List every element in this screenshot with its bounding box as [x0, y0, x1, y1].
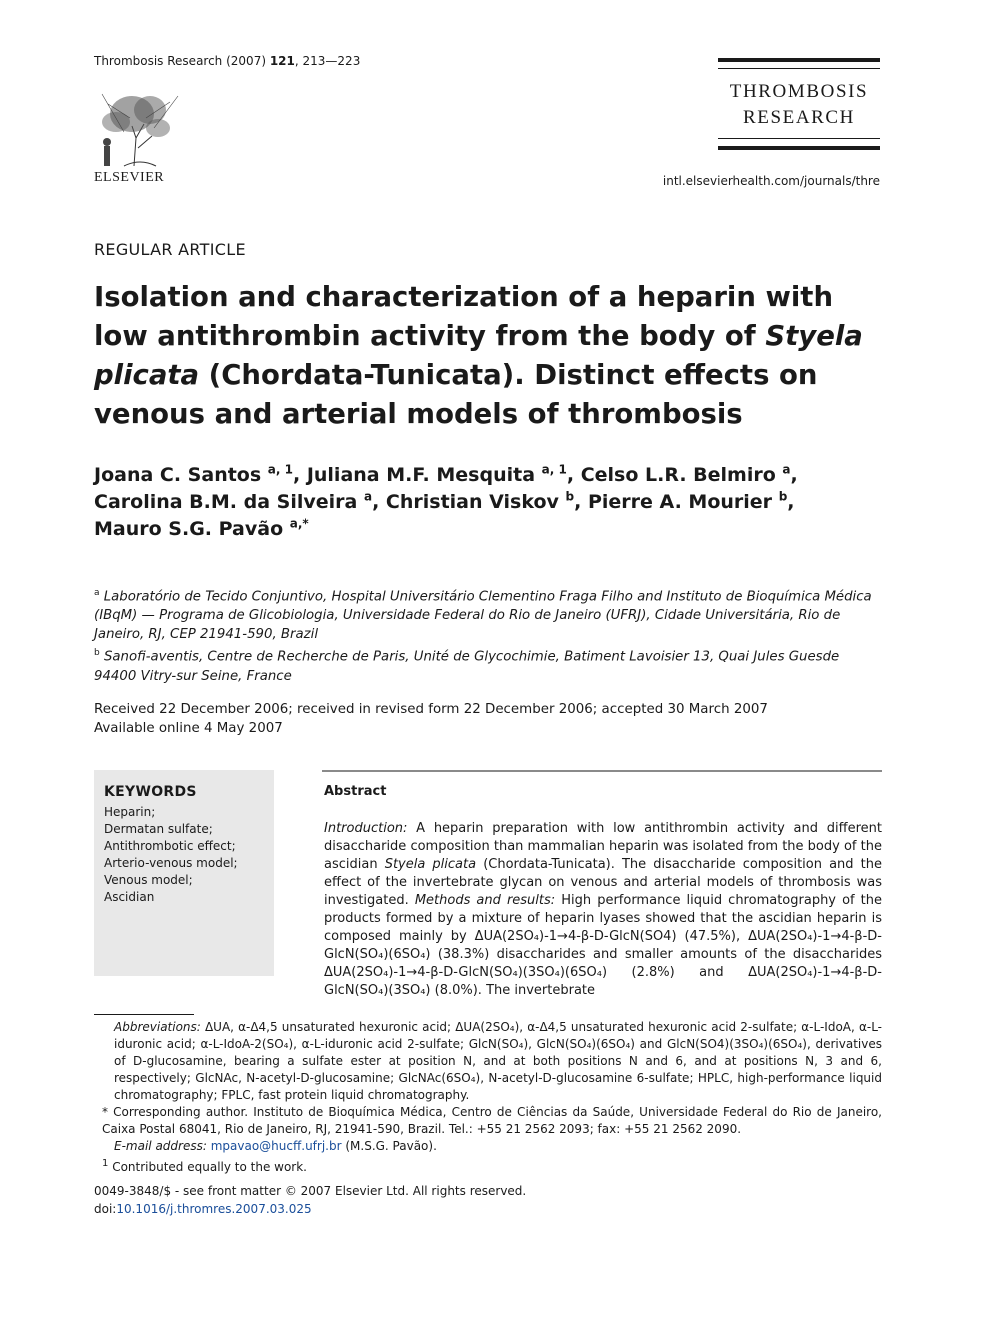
email-suffix: (M.S.G. Pavão).: [341, 1139, 437, 1153]
logo-rule-bottom-thin: [718, 138, 880, 139]
equal-contribution-footnote: [94, 1155, 882, 1176]
author-list: Joana C. Santos $^{a, 1}$, Juliana M.F. Mesquita $^{a, 1}$, Celso L.R. Belmiro $^a$, Carolina B.M. da Silveira $^a$, Christian Viskov $^b$, Pierre A. Mourier $^b$, Mauro S.G. Pavão $^{a,*}$: [94, 462, 798, 540]
email-footnote: [94, 1138, 882, 1155]
abstract-intro-label: Introduction:: [324, 821, 408, 836]
abstract-methods-text: High performance liquid chromatography of the products formed by a mixture of heparin lyases showed that the ascidian heparin is composed mainly by ΔUA(2SO₄)-1→4-β-D-GlcN(SO4) (47.5%), ΔUA(2SO₄)-1→4-β-D-GlcN(SO₄)(6SO₄) (38.3%) disaccharides and smaller amounts of the disaccharides ΔUA(2SO₄)-1→4-β-D-GlcN(SO₄)(3SO₄)(6SO₄) (2.8%) and ΔUA(2SO₄)-1→4-β-D-GlcN(SO₄)(3SO₄) (8.0%). The invertebrate: [324, 893, 883, 998]
logo-rule-bottom-thick: [718, 146, 880, 150]
affiliation-b: [94, 644, 884, 685]
keywords-title: KEYWORDS: [104, 784, 197, 800]
keyword-item: Arterio-venous model;: [104, 856, 238, 870]
title-species-2: plicata: [94, 359, 200, 391]
journal-citation: [94, 54, 360, 68]
abstract-title: Abstract: [324, 784, 387, 799]
keyword-item: Venous model;: [104, 873, 193, 887]
author-affil-mark: a, 1: [267, 462, 293, 477]
author-affil-mark: a: [782, 462, 791, 477]
citation-volume: 121: [269, 54, 295, 68]
author-name[interactable]: Mauro S.G. Pavão: [94, 518, 284, 540]
author-affil-mark: a,*: [289, 516, 309, 531]
email-link[interactable]: mpavao@hucff.ufrj.br: [210, 1139, 342, 1153]
author-affil-mark: b: [565, 489, 575, 504]
corresponding-mark: *: [102, 1105, 108, 1119]
journal-logo-line1: THROMBOSIS: [729, 81, 869, 102]
logo-rule-top-thick: [718, 58, 880, 62]
keyword-item: Ascidian: [104, 890, 155, 904]
article-dates: [94, 700, 768, 738]
author-affil-mark: b: [778, 489, 788, 504]
journal-logo-line2: RESEARCH: [742, 107, 856, 128]
author-name[interactable]: Carolina B.M. da Silveira: [94, 491, 358, 513]
doi-prefix: doi:: [94, 1202, 117, 1216]
article-title: [94, 278, 894, 434]
equal-mark: 1: [102, 1158, 109, 1169]
keyword-item: Heparin;: [104, 805, 156, 819]
logo-rule-top-thin: [718, 68, 880, 69]
equal-text: Contributed equally to the work.: [108, 1160, 307, 1174]
footnotes: [94, 1019, 882, 1176]
author-name[interactable]: Celso L.R. Belmiro: [580, 464, 776, 486]
abbreviations-footnote: [94, 1019, 882, 1104]
corresponding-footnote: [94, 1104, 882, 1138]
author-name[interactable]: Juliana M.F. Mesquita: [306, 464, 536, 486]
footnote-rule: [94, 1014, 194, 1015]
title-part2: (Chordata-Tunicata). Distinct effects on venous and arterial models of thrombosis: [94, 359, 818, 430]
keywords-box: [94, 770, 274, 976]
citation-pages: , 213—223: [294, 54, 361, 68]
author-name[interactable]: Joana C. Santos: [94, 464, 262, 486]
affiliations: [94, 584, 884, 686]
abbreviations-text: ΔUA, α-Δ4,5 unsaturated hexuronic acid; ΔUA(2SO₄), α-Δ4,5 unsaturated hexuronic acid 2-sulfate; α-L-IdoA, α-L-iduronic acid; α-L-IdoA-2(SO₄), α-L-iduronic acid 2-sulfate; GlcN(SO₄), GlcN(SO₄)(6SO₄) and GlcN(SO4)(3SO₄)(6SO₄), derivatives of D-glucosamine, bearing a sulfate ester at position N, and at both positions N and 6, and at positions N, 3 and 6, respectively; GlcNAc, N-acetyl-D-glucosamine; GlcNAc(6SO₄), N-acetyl-D-glucosamine 6-sulfate; HPLC, high-performance liquid chromatography; FPLC, fast protein liquid chromatography.: [114, 1020, 882, 1102]
received-dates: Received 22 December 2006; received in revised form 22 December 2006; accepted 30 March 2007: [94, 702, 768, 717]
publisher-name: ELSEVIER: [94, 170, 165, 185]
affiliation-mark: a: [94, 588, 100, 598]
abbreviations-label: Abbreviations:: [114, 1020, 201, 1034]
affiliation-a: [94, 584, 884, 644]
copyright-block: [94, 1182, 526, 1218]
author-name[interactable]: Pierre A. Mourier: [587, 491, 773, 513]
abstract-body: [324, 820, 882, 1000]
email-label: E-mail address:: [114, 1139, 207, 1153]
author-name[interactable]: Christian Viskov: [385, 491, 559, 513]
abstract-intro-species: Styela plicata: [384, 857, 477, 872]
keywords-list: [104, 804, 238, 906]
article-type: REGULAR ARTICLE: [94, 240, 246, 259]
corresponding-text: Corresponding author. Instituto de Bioquímica Médica, Centro de Ciências da Saúde, Universidade Federal do Rio de Janeiro, Caixa Postal 68041, Rio de Janeiro, RJ, 21941-590, Brazil. Tel.: +55 21 2562 2093; fax: +55 21 2562 2090.: [102, 1105, 882, 1136]
affiliation-mark: b: [94, 648, 100, 659]
citation-prefix: Thrombosis Research (2007): [94, 54, 270, 68]
keyword-item: Dermatan sulfate;: [104, 822, 213, 836]
abstract-intro-text-1: A heparin preparation with low antithrombin activity and different disaccharide composition than mammalian heparin was isolated from the body of the ascidian: [324, 821, 882, 872]
abstract-methods-label: Methods and results:: [414, 893, 556, 908]
author-affil-mark: a: [363, 489, 373, 504]
abstract-intro-text-2: (Chordata-Tunicata). The disaccharide composition and the effect of the invertebrate glycan on venous and arterial models of thrombosis was investigated.: [324, 857, 882, 908]
title-species-1: Styela: [765, 320, 863, 352]
journal-logo: [718, 56, 880, 156]
affiliation-text: Sanofi-aventis, Centre de Recherche de Paris, Unité de Glycochimie, Batiment Lavoisier 13, Quai Jules Guesde 94400 Vitry-sur Seine, France: [94, 649, 840, 684]
issn-line: 0049-3848/$ - see front matter © 2007 Elsevier Ltd. All rights reserved.: [94, 1184, 527, 1198]
keyword-item: Antithrombotic effect;: [104, 839, 236, 853]
doi-line: [94, 1200, 526, 1218]
title-part1: Isolation and characterization of a heparin with low antithrombin activity from the body of: [94, 281, 834, 352]
affiliation-text: Laboratório de Tecido Conjuntivo, Hospital Universitário Clementino Fraga Filho and Instituto de Bioquímica Médica (IBqM) — Programa de Glicobiologia, Universidade Federal do Rio de Janeiro (UFRJ), Cidade Universitária, Rio de Janeiro, RJ, CEP 21941-590, Brazil: [94, 589, 872, 643]
online-date: Available online 4 May 2007: [94, 721, 283, 736]
doi-link[interactable]: 10.1016/j.thromres.2007.03.025: [116, 1202, 312, 1216]
abstract-divider: [322, 770, 882, 772]
journal-url[interactable]: intl.elsevierhealth.com/journals/thre: [662, 174, 880, 188]
author-affil-mark: a, 1: [541, 462, 567, 477]
